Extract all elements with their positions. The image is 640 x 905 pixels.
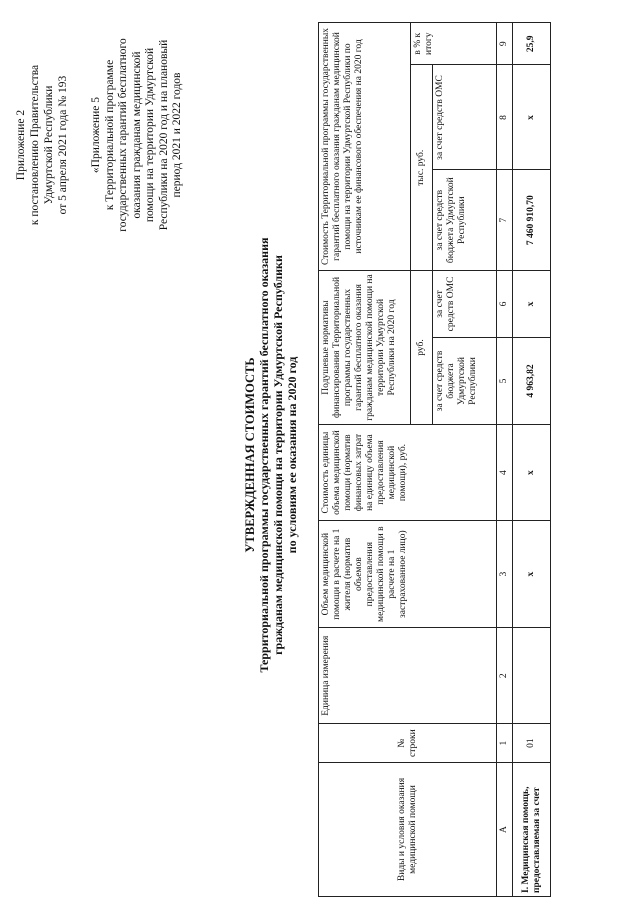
row-per-capita-budget: 4 963,82 — [513, 337, 551, 424]
header-per-capita-oms: за счет средств ОМС — [433, 270, 497, 337]
header-kind: Виды и условия оказания медицинской помощи — [319, 763, 497, 897]
title-line: Территориальной программы государственных гарантий бесплатного оказания — [257, 237, 271, 673]
column-number: 5 — [497, 337, 513, 424]
header-cost-oms: за счет средств ОМС — [433, 65, 497, 170]
column-number: 3 — [497, 521, 513, 628]
appendix-line: оказания гражданам медицинской — [130, 51, 143, 219]
header-row-no: № строки — [319, 724, 497, 763]
column-number: 6 — [497, 270, 513, 337]
appendix-line: к Территориальной программе — [103, 59, 116, 211]
document-title — [243, 155, 299, 755]
row-number: 01 — [513, 724, 551, 763]
title-main: УТВЕРЖДЕННАЯ СТОИМОСТЬ — [243, 357, 257, 553]
appendix-line: Приложение 2 — [15, 109, 27, 181]
title-line: гражданам медицинской помощи на территории Удмуртской Республики — [271, 255, 285, 655]
header-unit: Единица измерения — [319, 628, 497, 724]
header-per-capita-budget: за счет средств бюджета Удмуртской Республики — [433, 337, 497, 424]
title-line: по условиям ее оказания на 2020 год — [285, 356, 299, 554]
header-unit-cost: Стоимость единицы объема медицинской помощи (норматив финансовых затрат на единицу объема предоставления медицинской помощи), руб. — [319, 425, 497, 521]
row-cost-oms: x — [513, 65, 551, 170]
cost-table — [318, 22, 551, 897]
header-percent: в % к итогу — [411, 23, 497, 66]
appendix-line: Удмуртской Республики — [43, 85, 55, 205]
previous-appendix-block — [90, 20, 185, 250]
row-per-capita-oms: x — [513, 270, 551, 337]
column-number: 7 — [497, 170, 513, 271]
appendix-line: Республики на 2020 год и на плановый — [157, 39, 170, 231]
header-thous-rub: тыс. руб. — [411, 65, 433, 270]
header-per-capita: Подушевые нормативы финансирования Территориальной программы государственных гарантий бесплатного оказания гражданам медицинской помощи на территории Удмуртской Республики на 2020 год — [319, 270, 411, 424]
appendix-line: от 5 апреля 2021 года № 193 — [57, 75, 69, 215]
header-program-cost: Стоимость Территориальной программы государственных гарантий бесплатного оказания гражданам медицинской помощи на территории Удмуртской Республики по источникам ее финансового обеспечения на 2020 год — [319, 23, 411, 271]
row-percent: 25,9 — [513, 23, 551, 66]
row-name: I. Медицинская помощь, предоставляемая за счет — [513, 763, 551, 897]
appendix-line: государственных гарантий бесплатного — [117, 38, 129, 232]
appendix-line: период 2021 и 2022 годов — [171, 72, 183, 198]
row-unit — [513, 628, 551, 724]
appendix-line: помощи на территории Удмуртской — [144, 47, 156, 223]
column-number: 4 — [497, 425, 513, 521]
appendix-line: к постановлению Правительства — [29, 64, 41, 226]
column-number: 1 — [497, 724, 513, 763]
table-row — [513, 23, 551, 897]
row-unit-cost: x — [513, 425, 551, 521]
column-number: 9 — [497, 23, 513, 66]
row-volume: x — [513, 521, 551, 628]
header-volume: Объем медицинской помощи в расчете на 1 жителя (норматив объемов предоставления медицинской помощи в расчете на 1 застрахованное лицо) — [319, 521, 497, 628]
column-number: А — [497, 763, 513, 897]
appendix-line: «Приложение 5 — [90, 96, 102, 174]
column-number: 2 — [497, 628, 513, 724]
header-rub: руб. — [411, 270, 433, 424]
appendix-block — [14, 25, 70, 265]
column-number: 8 — [497, 65, 513, 170]
row-cost-budget: 7 460 910,70 — [513, 170, 551, 271]
header-cost-budget: за счет средств бюджета Удмуртской Республики — [433, 170, 497, 271]
